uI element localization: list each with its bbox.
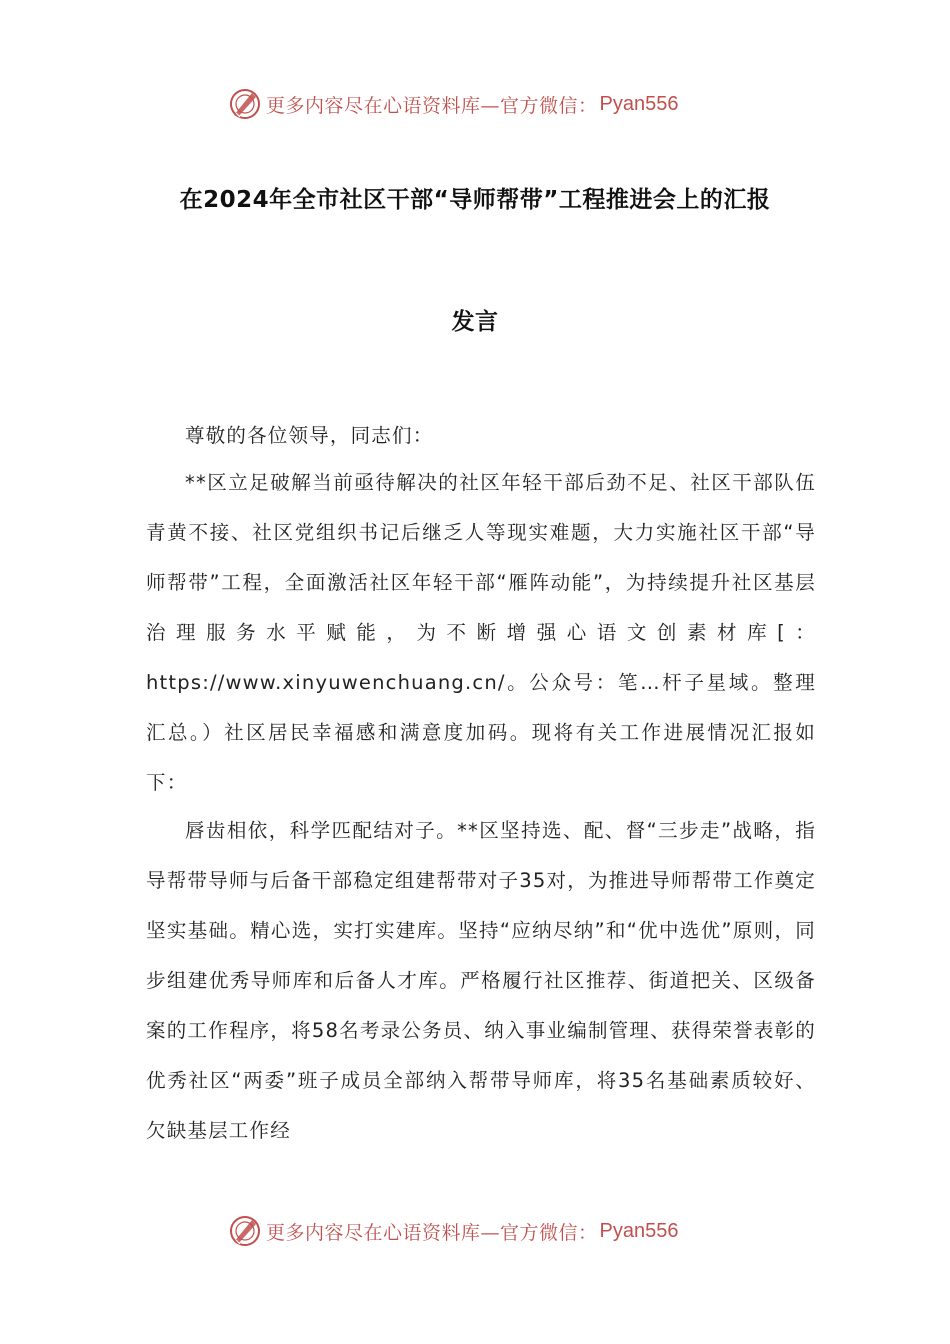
salutation	[146, 411, 816, 461]
watermark-text: 更多内容尽在心语资料库—官方微信：	[266, 1221, 598, 1244]
document-title: 在2024年全市社区干部“导师帮带”工程推进会上的汇报	[179, 187, 771, 213]
quill-logo-icon	[228, 1214, 262, 1248]
paragraph-pairing-text: 唇齿相依，科学匹配结对子。**区坚持选、配、督“三步走”战略，指导帮带导师与后备干部稳定组建帮带对子35对，为推进导师帮带工作奠定坚实基础。精心选，实打实建库。坚持“应纳尽纳”和“优中选优”原则，同步组建优秀导师库和后备人才库。严格履行社区推荐、街道把关、区级备案的工作程序，将58名考录公务员、纳入事业编制管理、获得荣誉表彰的优秀社区“两委”班子成员全部纳入帮带导师库，将35名基础素质较好、欠缺基层工作经	[146, 819, 816, 1142]
salutation-text: 尊敬的各位领导，同志们：	[185, 424, 434, 447]
paragraph-pairing	[146, 806, 816, 1156]
header-watermark	[228, 84, 678, 124]
document-title-continued: 发言	[451, 309, 499, 335]
paragraph-intro	[146, 458, 816, 808]
paragraph-intro-text: **区立足破解当前亟待解决的社区年轻干部后劲不足、社区干部队伍青黄不接、社区党组织书记后继乏人等现实难题，大力实施社区干部“导师帮带”工程，全面激活社区年轻干部“雁阵动能”，为持续提升社区基层治理服务水平赋能，为不断增强心语文创素材库[：https://www.xinyuwenchuang.cn/。公众号：笔…杆子星域。整理汇总。）社区居民幸福感和满意度加码。现将有关工作进展情况汇报如下：	[146, 471, 816, 794]
footer-watermark	[228, 1211, 678, 1251]
quill-logo-icon	[228, 87, 262, 121]
watermark-text: 更多内容尽在心语资料库—官方微信：	[266, 94, 598, 117]
watermark-account: Pyan556	[599, 92, 679, 115]
watermark-account: Pyan556	[599, 1219, 679, 1242]
